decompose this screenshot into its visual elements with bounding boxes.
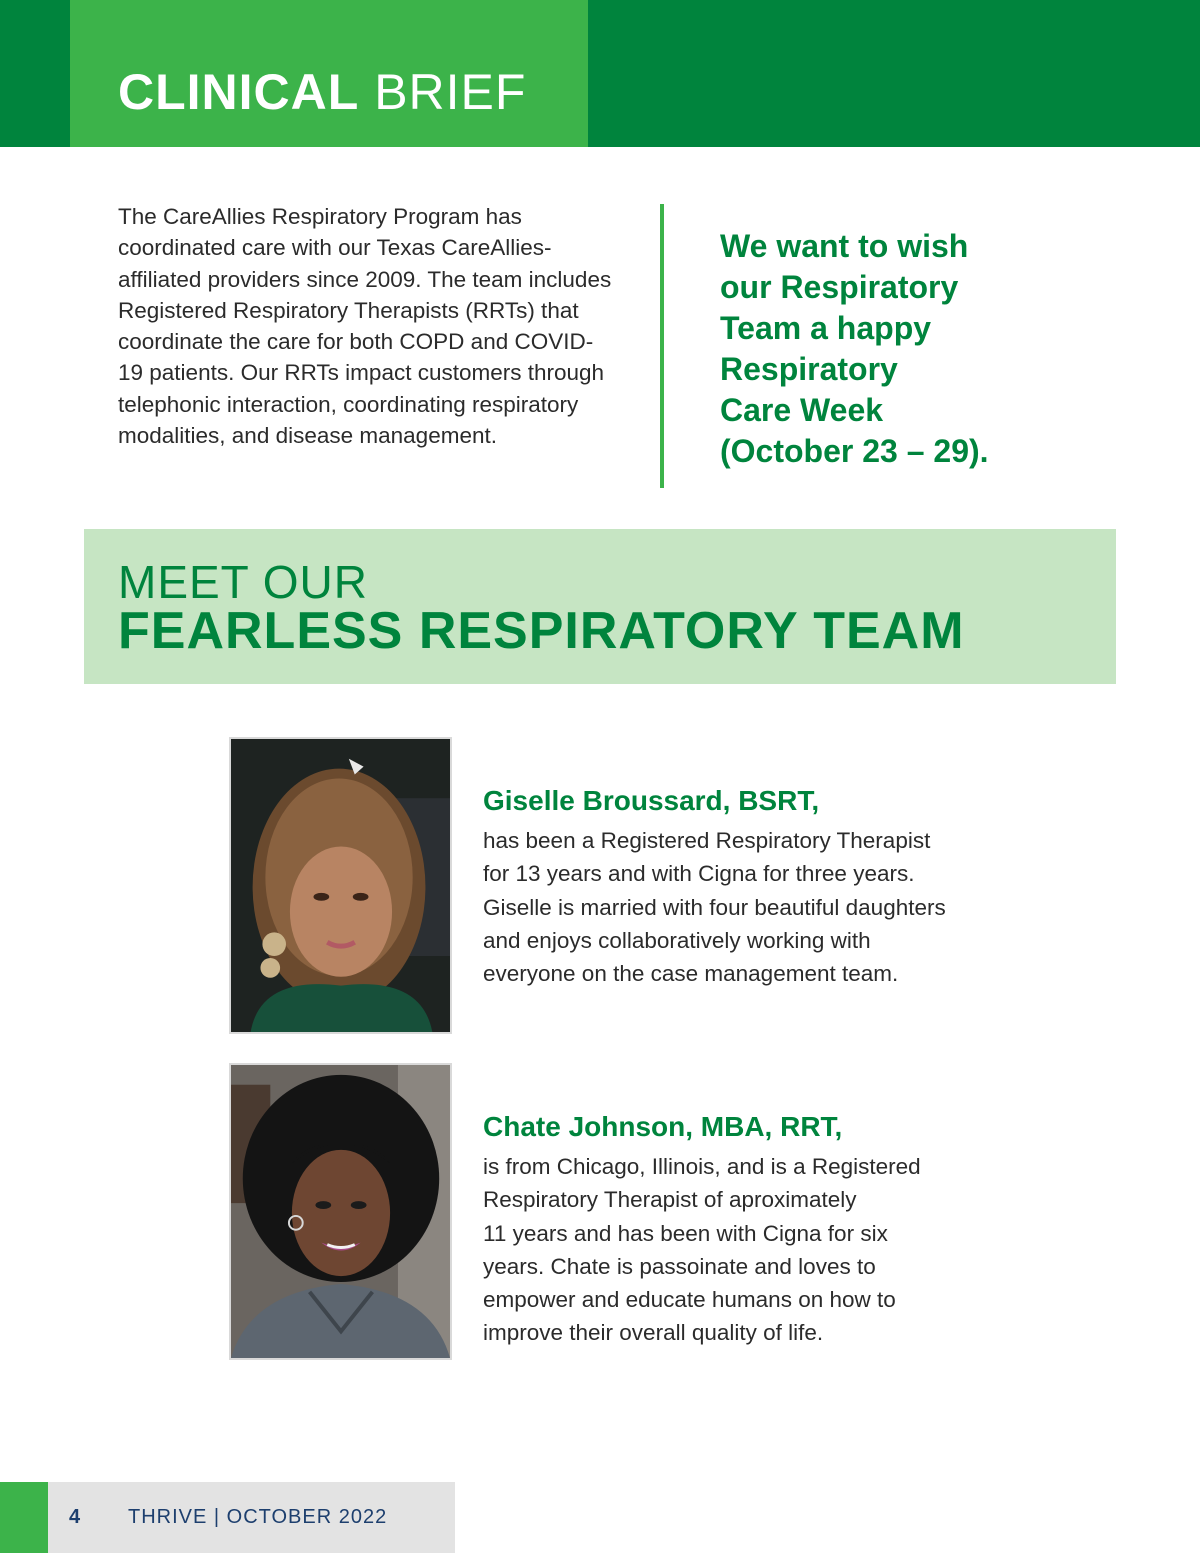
page-number: 4 [69, 1506, 81, 1528]
bio-line: has been a Registered Respiratory Therapist [483, 828, 931, 853]
meet-team-heading-line2: FEARLESS RESPIRATORY TEAM [118, 602, 965, 660]
bio-line: 11 years and has been with Cigna for six [483, 1220, 888, 1246]
callout-line: We want to wish [720, 228, 969, 264]
callout-message [720, 226, 1050, 472]
bio-line: Respiratory Therapist of aproximately [483, 1187, 857, 1213]
callout-line: Care Week [720, 392, 884, 428]
team-member-bio [483, 1150, 1043, 1350]
portrait-photo-icon [231, 1065, 450, 1358]
bio-line: empower and educate humans on how to [483, 1287, 896, 1313]
page-title [118, 62, 526, 122]
bio-line: improve their overall quality of life. [483, 1320, 824, 1346]
intro-paragraph: The CareAllies Respiratory Program has coordinated care with our Texas CareAllies-affiliated providers since 2009. The team includes Registered Respiratory Therapists (RRTs) that coordinate the care for both COPD and COVID-19 patients. Our RRTs impact customers through telephonic interaction, coordinating respiratory modalities, and disease management. [118, 204, 612, 449]
chate-portrait-photo [229, 1063, 452, 1360]
bio-line: years. Chate is passoinate and loves to [483, 1253, 876, 1279]
footer-accent [0, 1482, 48, 1553]
callout-line: Team a happy [720, 310, 932, 346]
meet-team-heading-line1: MEET OUR [118, 556, 368, 608]
vertical-divider [660, 204, 664, 488]
giselle-portrait-photo [229, 737, 452, 1034]
callout-line: our Respiratory [720, 269, 959, 305]
publication-info: THRIVE | OCTOBER 2022 [128, 1506, 388, 1528]
bio-line: is from Chicago, Illinois, and is a Registered [483, 1154, 921, 1179]
callout-line: (October 23 – 29). [720, 433, 989, 469]
bio-line: and enjoys collaboratively working with [483, 927, 871, 953]
team-member-name: Giselle Broussard, BSRT, [483, 785, 820, 816]
callout-line: Respiratory [720, 351, 898, 387]
bio-line: Giselle is married with four beautiful daughters [483, 894, 946, 920]
bio-line: for 13 years and with Cigna for three years. [483, 861, 915, 887]
team-member-bio [483, 824, 1043, 990]
team-member-name: Chate Johnson, MBA, RRT, [483, 1111, 843, 1142]
page-title-bold: CLINICAL [118, 64, 360, 120]
portrait-photo-icon [231, 739, 450, 1032]
bio-line: everyone on the case management team. [483, 961, 899, 987]
page-title-light: BRIEF [359, 64, 527, 120]
